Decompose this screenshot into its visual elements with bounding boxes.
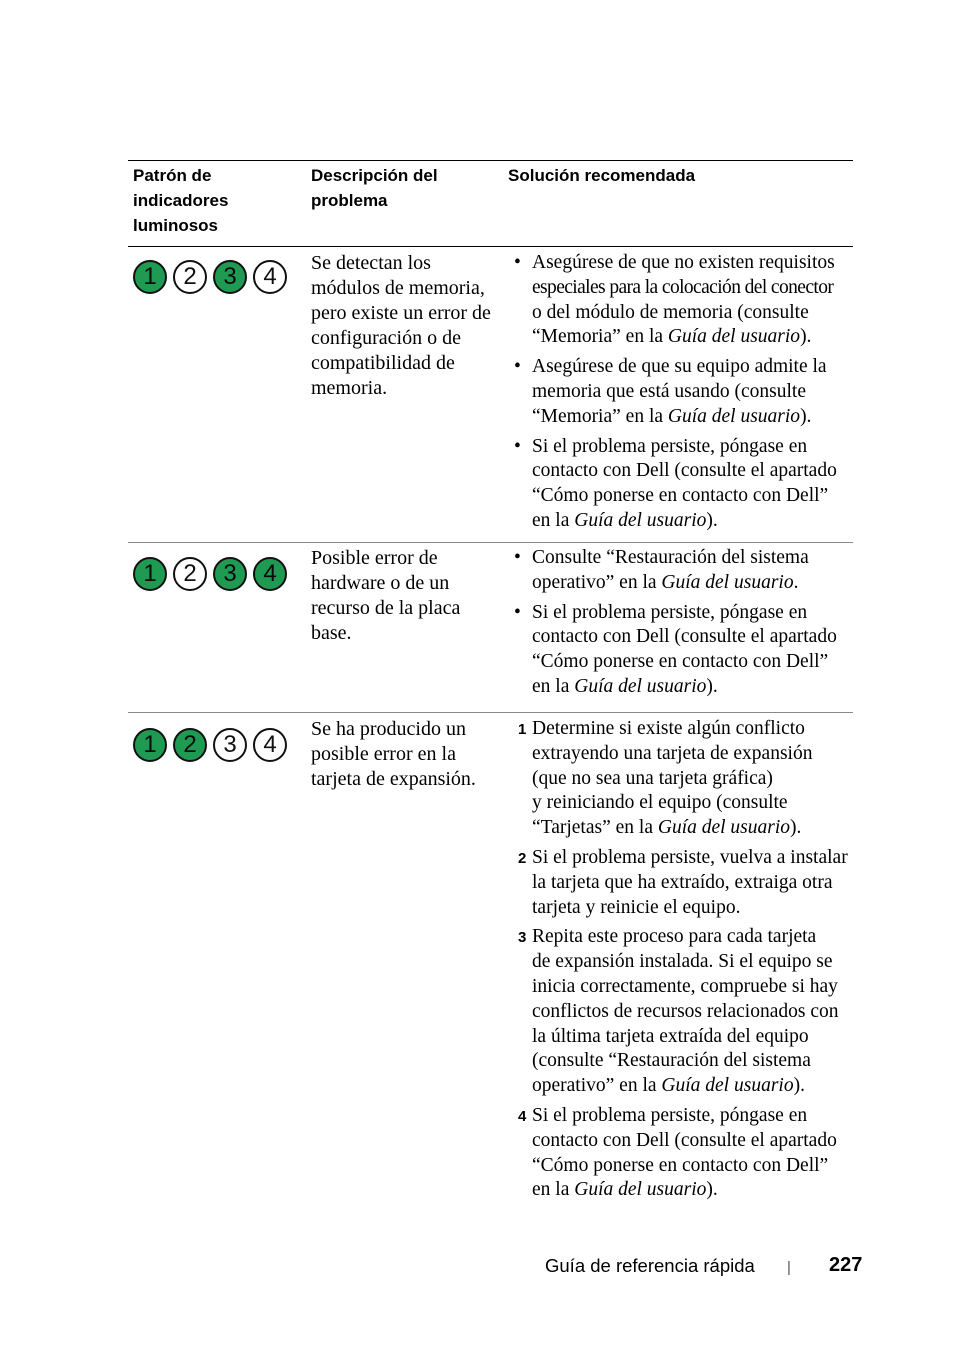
description-line: memoria. bbox=[311, 377, 388, 399]
solution-text: tarjeta y reinicie el equipo. bbox=[532, 896, 741, 918]
solution-line bbox=[532, 509, 850, 534]
description-line: módulos de memoria, bbox=[311, 277, 485, 299]
footer-title: Guía de referencia rápida bbox=[545, 1255, 755, 1276]
step-number: 1 bbox=[518, 721, 527, 738]
light-4-off: 4 bbox=[253, 260, 287, 294]
solution-text: ). bbox=[706, 509, 718, 531]
light-3-on: 3 bbox=[213, 260, 247, 294]
solution-line bbox=[532, 1025, 850, 1050]
solution-text: Asegúrese de que su equipo admite la bbox=[532, 356, 827, 378]
header-description-line: Descripción del bbox=[311, 166, 438, 185]
solution-text: extrayendo una tarjeta de expansión bbox=[532, 742, 813, 764]
solution-text: la última tarjeta extraída del equipo bbox=[532, 1025, 809, 1047]
row-3-solutions bbox=[514, 717, 850, 1208]
footer-separator: | bbox=[787, 1259, 791, 1276]
solution-line bbox=[532, 1154, 850, 1179]
solution-line bbox=[532, 301, 850, 326]
solution-text: “Memoria” en la bbox=[532, 326, 668, 348]
solution-text: (que no sea una tarjeta gráfica) bbox=[532, 767, 773, 789]
solution-line bbox=[532, 484, 850, 509]
header-solution-line: Solución recomendada bbox=[508, 166, 696, 185]
step-number: 2 bbox=[518, 849, 527, 867]
header-solution bbox=[508, 163, 848, 188]
solution-line bbox=[532, 1104, 850, 1129]
solution-text: o del módulo de memoria (consulte bbox=[532, 301, 809, 323]
light-1-on: 1 bbox=[133, 260, 167, 294]
light-1-on: 1 bbox=[133, 557, 167, 591]
solution-text: Si el problema persiste, póngase en bbox=[532, 1104, 808, 1126]
bullet-item bbox=[514, 546, 850, 596]
bullet-marker: • bbox=[514, 601, 521, 623]
bullet-item bbox=[514, 601, 850, 700]
numbered-step bbox=[514, 925, 850, 1099]
solution-line bbox=[532, 925, 850, 950]
solution-line bbox=[532, 546, 850, 571]
diagnostic-lights-row-2 bbox=[133, 557, 295, 595]
solution-text: contacto con Dell (consulte el apartado bbox=[532, 626, 837, 648]
bullet-marker: • bbox=[514, 252, 521, 273]
description-line: hardware o de un bbox=[311, 572, 450, 594]
solution-text: . bbox=[793, 571, 799, 593]
solution-text: ). bbox=[800, 405, 812, 427]
step-number: 4 bbox=[518, 1107, 527, 1125]
solution-text: Si el problema persiste, póngase en bbox=[532, 601, 808, 623]
solution-text: Asegúrese de que no existen requisitos bbox=[532, 252, 835, 273]
description-line: Se detectan los bbox=[311, 252, 431, 274]
solution-line bbox=[532, 571, 850, 596]
solution-text: contacto con Dell (consulte el apartado bbox=[532, 460, 837, 482]
solution-line bbox=[532, 380, 850, 405]
bullet-item bbox=[514, 251, 850, 350]
solution-line bbox=[532, 791, 850, 816]
solution-line bbox=[532, 435, 850, 460]
solution-text: en la bbox=[532, 675, 575, 697]
guide-reference: Guía del usuario bbox=[657, 817, 791, 839]
row-2-description bbox=[311, 546, 506, 646]
description-line: Posible error de bbox=[311, 547, 438, 569]
solution-line bbox=[532, 650, 850, 675]
guide-reference: Guía del usuario bbox=[667, 405, 801, 427]
solution-line bbox=[532, 816, 850, 841]
light-1-on: 1 bbox=[133, 728, 167, 762]
solution-text: Repita este proceso para cada tarjeta bbox=[532, 926, 817, 948]
solution-text: conflictos de recursos relacionados con bbox=[532, 1000, 839, 1022]
solution-text: “Cómo ponerse en contacto con Dell” bbox=[532, 651, 829, 673]
row-2-solutions bbox=[514, 546, 850, 705]
solution-text: “Memoria” en la bbox=[532, 405, 668, 427]
solution-line bbox=[532, 675, 850, 700]
light-3-off: 3 bbox=[213, 728, 247, 762]
description-line: configuración o de bbox=[311, 327, 461, 349]
header-bottom-rule bbox=[128, 246, 853, 247]
solution-text: operativo” en la bbox=[532, 571, 662, 593]
row-2-rule bbox=[128, 712, 853, 713]
row-1-description bbox=[311, 251, 506, 401]
bullet-item bbox=[514, 355, 850, 429]
solution-text: la tarjeta que ha extraído, extraiga otra bbox=[532, 871, 833, 893]
solution-line bbox=[532, 355, 850, 380]
solution-text: en la bbox=[532, 1179, 575, 1201]
guide-reference: Guía del usuario bbox=[661, 1075, 794, 1097]
row-1-rule bbox=[128, 542, 853, 543]
solution-text: (consulte “Restauración del sistema bbox=[532, 1050, 811, 1072]
description-line: pero existe un error de bbox=[311, 302, 491, 324]
solution-line bbox=[532, 871, 850, 896]
description-line: base. bbox=[311, 622, 352, 644]
solution-line bbox=[532, 717, 850, 742]
description-line: compatibilidad de bbox=[311, 352, 455, 374]
header-pattern bbox=[133, 163, 303, 238]
row-3-description bbox=[311, 717, 506, 792]
numbered-step bbox=[514, 717, 850, 841]
solution-line bbox=[532, 1049, 850, 1074]
bullet-marker: • bbox=[514, 435, 521, 457]
solution-line bbox=[532, 767, 850, 792]
description-line: posible error en la bbox=[311, 743, 456, 765]
solution-text: en la bbox=[532, 509, 575, 531]
bullet-marker: • bbox=[514, 356, 521, 378]
solution-line bbox=[532, 1074, 850, 1099]
solution-text: “Cómo ponerse en contacto con Dell” bbox=[532, 485, 829, 507]
solution-line bbox=[532, 1178, 850, 1203]
guide-reference: Guía del usuario bbox=[574, 509, 707, 531]
diagnostic-lights-row-1 bbox=[133, 260, 295, 298]
solution-line bbox=[532, 459, 850, 484]
page-number: 227 bbox=[829, 1254, 863, 1276]
solution-line bbox=[532, 1000, 850, 1025]
light-2-off: 2 bbox=[173, 260, 207, 294]
numbered-step bbox=[514, 1104, 850, 1203]
solution-text: ). bbox=[706, 1179, 718, 1201]
header-pattern-line: indicadores bbox=[133, 191, 229, 210]
solution-line bbox=[532, 625, 850, 650]
solution-line bbox=[532, 1129, 850, 1154]
solution-text: inicia correctamente, compruebe si hay bbox=[532, 975, 838, 997]
bullet-marker: • bbox=[514, 547, 521, 568]
row-1-solutions bbox=[514, 251, 850, 539]
bullet-item bbox=[514, 435, 850, 534]
solution-line bbox=[532, 325, 850, 350]
guide-reference: Guía del usuario bbox=[574, 675, 707, 697]
solution-text: especiales para la colocación del conector bbox=[532, 276, 834, 298]
light-4-on: 4 bbox=[253, 557, 287, 591]
solution-text: Si el problema persiste, vuelva a instalar bbox=[532, 846, 848, 868]
description-line: Se ha producido un bbox=[311, 718, 466, 740]
solution-text: contacto con Dell (consulte el apartado bbox=[532, 1129, 837, 1151]
solution-text: memoria que está usando (consulte bbox=[532, 380, 806, 402]
solution-text: y reiniciando el equipo (consulte bbox=[532, 792, 788, 814]
solution-text: ). bbox=[800, 326, 812, 348]
description-line: recurso de la placa bbox=[311, 597, 461, 619]
solution-line bbox=[532, 950, 850, 975]
header-pattern-line: Patrón de bbox=[133, 166, 212, 185]
light-4-off: 4 bbox=[253, 728, 287, 762]
solution-text: Si el problema persiste, póngase en bbox=[532, 435, 808, 457]
table-top-rule bbox=[128, 160, 853, 161]
step-number: 3 bbox=[518, 929, 527, 947]
diagnostic-lights-row-3 bbox=[133, 728, 295, 766]
header-pattern-line: luminosos bbox=[133, 216, 219, 235]
solution-line bbox=[532, 846, 850, 871]
solution-line bbox=[532, 601, 850, 626]
guide-reference: Guía del usuario bbox=[667, 326, 801, 348]
header-description-line: problema bbox=[311, 191, 388, 210]
header-description bbox=[311, 163, 501, 213]
solution-text: de expansión instalada. Si el equipo se bbox=[532, 951, 833, 973]
light-2-off: 2 bbox=[173, 557, 207, 591]
light-3-on: 3 bbox=[213, 557, 247, 591]
description-line: tarjeta de expansión. bbox=[311, 768, 476, 790]
solution-text: “Cómo ponerse en contacto con Dell” bbox=[532, 1154, 829, 1176]
solution-line bbox=[532, 742, 850, 767]
numbered-step bbox=[514, 846, 850, 920]
guide-reference: Guía del usuario bbox=[574, 1179, 707, 1201]
solution-line bbox=[532, 251, 850, 276]
solution-text: ). bbox=[790, 817, 802, 839]
solution-line bbox=[532, 896, 850, 921]
guide-reference: Guía del usuario bbox=[661, 571, 794, 593]
solution-text: Consulte “Restauración del sistema bbox=[532, 547, 809, 568]
solution-text: ). bbox=[793, 1075, 805, 1097]
solution-text: ). bbox=[706, 675, 718, 697]
solution-text: operativo” en la bbox=[532, 1075, 662, 1097]
solution-text: Determine si existe algún conflicto bbox=[532, 718, 805, 739]
solution-line bbox=[532, 975, 850, 1000]
solution-line bbox=[532, 405, 850, 430]
light-2-on: 2 bbox=[173, 728, 207, 762]
solution-line bbox=[532, 276, 850, 301]
solution-text: “Tarjetas” en la bbox=[532, 817, 658, 839]
